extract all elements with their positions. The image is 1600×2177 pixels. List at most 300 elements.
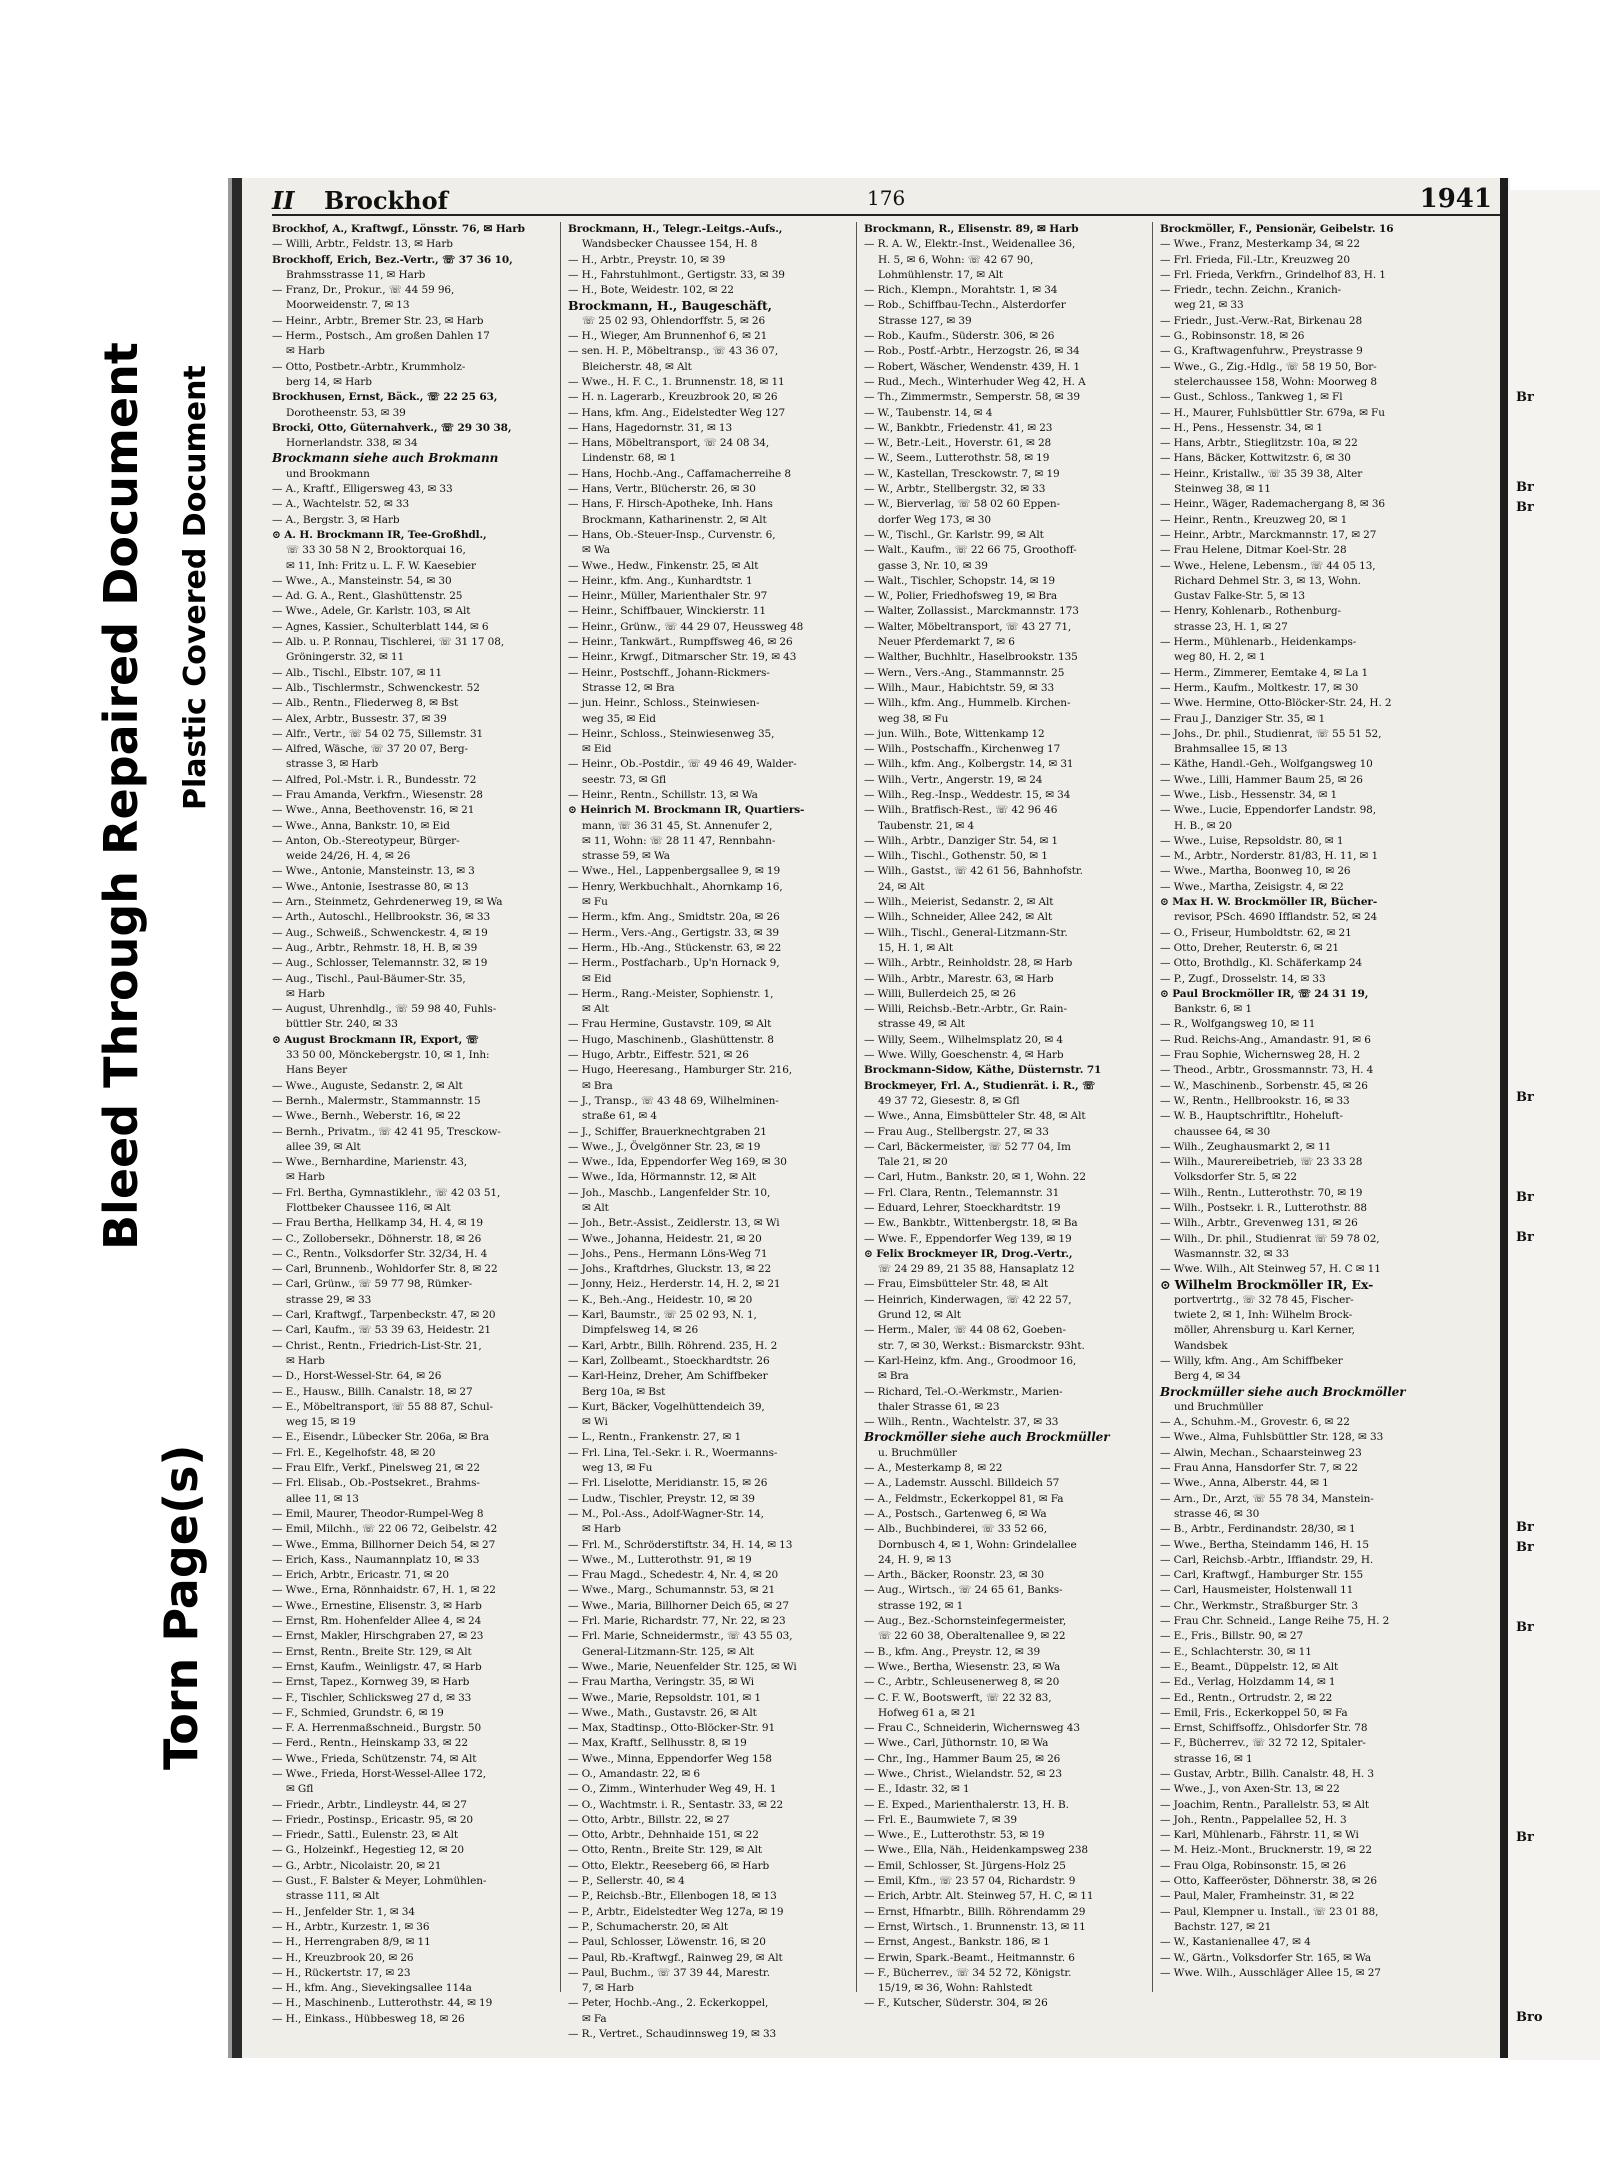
- directory-entry: Brockmöller, F., Pensionär, Geibelstr. 16: [1160, 223, 1394, 235]
- column-divider: [1152, 222, 1153, 1992]
- directory-entry: Brockmann-Sidow, Käthe, Düsternstr. 71: [864, 1064, 1102, 1077]
- directory-entry: strasse 59, ✉ Wa: [582, 850, 670, 863]
- directory-entry: — Frau Helene, Ditmar Koel-Str. 28: [1160, 544, 1347, 557]
- directory-entry: — Wwe., Anna, Bankstr. 10, ✉ Eid: [272, 819, 450, 832]
- directory-entry: H. B., ✉ 20: [1174, 819, 1232, 832]
- directory-entry: — W., Kastanienallee 47, ✉ 4: [1160, 1936, 1311, 1949]
- directory-entry: — Emil, Kfm., ☏ 23 57 04, Richardstr. 9: [864, 1875, 1076, 1888]
- directory-entry: strasse 46, ✉ 30: [1174, 1507, 1260, 1520]
- plastic-covered-label: Plastic Covered Document: [178, 365, 213, 810]
- adjacent-page-fragment: Br: [1516, 480, 1534, 495]
- directory-entry: — Max, Kraftf., Sellhusstr. 8, ✉ 19: [568, 1737, 747, 1750]
- directory-entry: — F., Tischler, Schlicksweg 27 d, ✉ 33: [272, 1691, 472, 1704]
- directory-entry: — Aug., Schlosser, Telemannstr. 32, ✉ 19: [272, 957, 488, 970]
- directory-entry: weg 15, ✉ 19: [286, 1416, 356, 1429]
- directory-entry: strasse 3, ✉ Harb: [286, 758, 379, 771]
- directory-entry: — Hans, Möbeltransport, ☏ 24 08 34,: [568, 437, 770, 450]
- directory-entry: — jun. Wilh., Bote, Wittenkamp 12: [864, 727, 1045, 740]
- directory-entry: ☏ 22 60 38, Oberaltenallee 9, ✉ 22: [878, 1630, 1066, 1643]
- directory-entry: Moorweidenstr. 7, ✉ 13: [286, 299, 410, 312]
- directory-entry: — Carl, Hutm., Bankstr. 20, ✉ 1, Wohn. 22: [864, 1171, 1086, 1184]
- directory-entry: — Carl, Brunnenb., Wohldorfer Str. 8, ✉ 22: [272, 1263, 498, 1276]
- directory-entry: — Willy, kfm. Ang., Am Schiffbeker: [1160, 1354, 1343, 1367]
- directory-entry: — Gust., F. Balster & Meyer, Lohmühlen-: [272, 1875, 487, 1888]
- directory-entry: — P., Sellerstr. 40, ✉ 4: [568, 1875, 685, 1888]
- directory-entry: — Wwe. Willy, Goeschenstr. 4, ✉ Harb: [864, 1049, 1064, 1062]
- directory-entry: — Agnes, Kassier., Schulterblatt 144, ✉ 6: [272, 620, 489, 633]
- page-header: [272, 184, 1502, 216]
- directory-entry: — Wilh., Rentn., Lutterothstr. 70, ✉ 19: [1160, 1186, 1363, 1199]
- directory-entry: — Paul, Rb.-Kraftwgf., Rainweg 29, ✉ Alt: [568, 1951, 783, 1964]
- directory-entry: — Frau C., Schneiderin, Wichernsweg 43: [864, 1722, 1080, 1735]
- directory-entry: — Hans, Ob.-Steuer-Insp., Curvenstr. 6,: [568, 528, 776, 541]
- directory-entry: — Heinr., Schloss., Steinwiesenweg 35,: [568, 727, 775, 740]
- directory-entry: — Wwe., Marie, Repsoldstr. 101, ✉ 1: [568, 1691, 761, 1704]
- directory-entry: — Kurt, Bäcker, Vogelhüttendeich 39,: [568, 1400, 765, 1413]
- directory-entry: — Wwe., A., Mansteinstr. 54, ✉ 30: [272, 574, 452, 587]
- directory-entry: — Joachim, Rentn., Parallelstr. 53, ✉ Alt: [1160, 1798, 1369, 1811]
- directory-entry: berg 14, ✉ Harb: [286, 375, 372, 388]
- directory-entry: — Wwe., Adele, Gr. Karlstr. 103, ✉ Alt: [272, 605, 471, 618]
- directory-entry: — Christ., Rentn., Friedrich-List-Str. 21,: [272, 1339, 482, 1352]
- directory-entry: — E., Hausw., Billh. Canalstr. 18, ✉ 27: [272, 1385, 473, 1398]
- directory-entry: — Ernst, Wirtsch., 1. Brunnenstr. 13, ✉ 11: [864, 1920, 1086, 1933]
- directory-entry: — W., Bierverlag, ☏ 58 02 60 Eppen-: [864, 498, 1060, 511]
- directory-entry: — A., Kraftf., Elligersweg 43, ✉ 33: [272, 483, 453, 496]
- directory-entry: ✉ Harb: [286, 1354, 325, 1367]
- directory-entry: Brockmann, H., Telegr.-Leitgs.-Aufs.,: [568, 223, 783, 235]
- directory-entry: — W., Rentn., Hellbrookstr. 16, ✉ 33: [1160, 1094, 1350, 1107]
- directory-entry: — M. Heiz.-Mont., Brucknerstr. 19, ✉ 22: [1160, 1844, 1372, 1857]
- directory-entry: — Bernh., Malermstr., Stammannstr. 15: [272, 1094, 481, 1107]
- directory-entry: — Karl, Zollbeamt., Stoeckhardtstr. 26: [568, 1354, 770, 1367]
- directory-entry: — F., Bücherrev., ☏ 34 52 72, Königstr.: [864, 1966, 1072, 1979]
- directory-entry: — sen. H. P., Möbeltransp., ☏ 43 36 07,: [568, 345, 779, 358]
- directory-entry: — Erich, Arbtr. Alt. Steinweg 57, H. C, ✉ 11: [864, 1890, 1094, 1903]
- directory-entry: — Frau Martha, Veringstr. 35, ✉ Wi: [568, 1676, 755, 1689]
- directory-entry: — Gust., Schloss., Tankweg 1, ✉ Fl: [1160, 391, 1343, 404]
- directory-entry: ✉ Wi: [582, 1416, 608, 1429]
- directory-entry: Brockhusen, Ernst, Bäck., ☏ 22 25 63,: [272, 391, 498, 404]
- directory-entry: — Willi, Bullerdeich 25, ✉ 26: [864, 987, 1016, 1000]
- directory-entry: — Joh., Maschb., Langenfelder Str. 10,: [568, 1186, 771, 1199]
- directory-entry: — Wwe., Franz, Mesterkamp 34, ✉ 22: [1160, 238, 1360, 251]
- directory-entry: 33 50 00, Mönckebergstr. 10, ✉ 1, Inh:: [286, 1049, 490, 1062]
- directory-entry: weide 24/26, H. 4, ✉ 26: [286, 850, 411, 863]
- directory-entry: — E., Idastr. 32, ✉ 1: [864, 1783, 970, 1796]
- directory-entry: — W., Bankbtr., Friedenstr. 41, ✉ 23: [864, 421, 1053, 434]
- directory-entry: — Paul, Klempner u. Install., ☏ 23 01 88,: [1160, 1905, 1379, 1918]
- directory-entry: Brockmüller siehe auch Brockmöller: [1160, 1384, 1406, 1399]
- directory-entry: ✉ Harb: [286, 345, 325, 358]
- directory-entry: ✉ 11, Wohn: ☏ 28 11 47, Rennbahn-: [582, 834, 776, 847]
- directory-entry: ✉ Wa: [582, 544, 610, 557]
- directory-entry: — W., Kastellan, Tresckowstr. 7, ✉ 19: [864, 467, 1060, 480]
- directory-entry: weg 35, ✉ Eid: [582, 712, 656, 725]
- directory-entry: — Otto, Kaffeeröster, Döhnerstr. 38, ✉ 26: [1160, 1875, 1377, 1888]
- directory-entry: Tale 21, ✉ 20: [878, 1156, 948, 1169]
- directory-entry: — H., Bote, Weidestr. 102, ✉ 22: [568, 284, 734, 297]
- directory-entry: — Wilh., Meierist, Sedanstr. 2, ✉ Alt: [864, 896, 1054, 909]
- directory-entry: — Joh., Betr.-Assist., Zeidlerstr. 13, ✉ Wi: [568, 1217, 780, 1230]
- directory-entry: chaussee 64, ✉ 30: [1174, 1125, 1271, 1138]
- directory-entry: — Emil, Fris., Eckerkoppel 50, ✉ Fa: [1160, 1706, 1348, 1719]
- directory-entry: — Henry, Werkbuchhalt., Ahornkamp 16,: [568, 880, 783, 893]
- directory-entry: — H., Kreuzbrook 20, ✉ 26: [272, 1951, 414, 1964]
- directory-entry: ✉ Fa: [582, 2012, 607, 2025]
- directory-entry: — Heinr., Grünw., ☏ 44 29 07, Heussweg 48: [568, 620, 804, 633]
- directory-entry: — Wern., Vers.-Ang., Stammannstr. 25: [864, 666, 1065, 679]
- directory-entry: Brahmsallee 15, ✉ 13: [1174, 743, 1288, 756]
- directory-entry: — Willi, Arbtr., Feldstr. 13, ✉ Harb: [272, 238, 453, 251]
- directory-entry: weg 38, ✉ Fu: [878, 712, 949, 725]
- directory-entry: — Hans, Bäcker, Kottwitzstr. 6, ✉ 30: [1160, 452, 1351, 465]
- directory-entry: — G., Holzeinkf., Hegestieg 12, ✉ 20: [272, 1844, 464, 1857]
- directory-entry: — Rob., Kaufm., Süderstr. 306, ✉ 26: [864, 330, 1055, 343]
- directory-entry: — Gustav, Arbtr., Billh. Canalstr. 48, H. 3: [1160, 1767, 1374, 1780]
- directory-entry: Hornerlandstr. 338, ✉ 34: [286, 437, 418, 450]
- directory-entry: — Hans, F. Hirsch-Apotheke, Inh. Hans: [568, 498, 773, 511]
- header-running-word: Brockhof: [324, 186, 448, 215]
- directory-entry: — P., Schumacherstr. 20, ✉ Alt: [568, 1920, 728, 1933]
- directory-entry: — Ernst, Hfnarbtr., Billh. Röhrendamm 29: [864, 1905, 1086, 1918]
- directory-entry: Wasmannstr. 32, ✉ 33: [1174, 1247, 1289, 1260]
- directory-entry: — W., Betr.-Leit., Hoverstr. 61, ✉ 28: [864, 437, 1052, 450]
- directory-entry: — Alb., Tischlermstr., Schwenckestr. 52: [272, 681, 480, 694]
- directory-entry: ⊙ August Brockmann IR, Export, ☏: [272, 1033, 479, 1046]
- directory-entry: — Walter, Möbeltransport, ☏ 43 27 71,: [864, 620, 1072, 633]
- directory-entry: ⊙ Heinrich M. Brockmann IR, Quartiers-: [568, 804, 805, 817]
- directory-entry: — C., Zollobersekr., Döhnerstr. 18, ✉ 26: [272, 1232, 482, 1245]
- directory-entry: — K., Beh.-Ang., Heidestr. 10, ✉ 20: [568, 1293, 753, 1306]
- directory-entry: — Wwe., M., Lutterothstr. 91, ✉ 19: [568, 1553, 752, 1566]
- directory-entry: — Arn., Dr., Arzt, ☏ 55 78 34, Manstein-: [1160, 1492, 1374, 1505]
- directory-entry: ✉ 11, Inh: Fritz u. L. F. W. Kaesebier: [286, 559, 476, 572]
- directory-entry: — H., Pens., Hessenstr. 34, ✉ 1: [1160, 421, 1324, 434]
- directory-entry: Strasse 12, ✉ Bra: [582, 681, 675, 694]
- directory-entry: — Alfr., Vertr., ☏ 54 02 75, Sillemstr. 31: [272, 727, 484, 740]
- directory-entry: — Otto, Brothdlg., Kl. Schäferkamp 24: [1160, 957, 1363, 970]
- directory-entry: — Jonny, Heiz., Herderstr. 14, H. 2, ✉ 21: [568, 1278, 781, 1291]
- directory-entry: Lindenstr. 68, ✉ 1: [582, 452, 676, 465]
- directory-entry: Berg 10a, ✉ Bst: [582, 1385, 666, 1398]
- directory-entry: — O., Zimm., Winterhuder Weg 49, H. 1: [568, 1783, 777, 1796]
- directory-entry: — D., Horst-Wessel-Str. 64, ✉ 26: [272, 1370, 442, 1383]
- directory-entry: — Wilh., Postsekr. i. R., Lutterothstr. 88: [1160, 1202, 1367, 1214]
- directory-entry: möller, Ahrensburg u. Karl Kerner,: [1174, 1324, 1355, 1337]
- directory-entry: ⊙ Wilhelm Brockmöller IR, Ex-: [1160, 1277, 1374, 1293]
- directory-entry: — O., Amandastr. 22, ✉ 6: [568, 1767, 700, 1780]
- directory-entry: — Wwe., G., Zig.-Hdlg., ☏ 58 19 50, Bor-: [1160, 360, 1377, 373]
- directory-entry: — H., Wieger, Am Brunnenhof 6, ✉ 21: [568, 330, 768, 343]
- directory-entry: ☏ 24 29 89, 21 35 88, Hansaplatz 12: [878, 1263, 1075, 1276]
- directory-entry: — Alb., Rentn., Fliederweg 8, ✉ Bst: [272, 697, 459, 710]
- directory-entry: — Wwe., Helene, Lebensm., ☏ 44 05 13,: [1160, 559, 1376, 572]
- directory-entry: 15/19, ✉ 36, Wohn: Rahlstedt: [878, 1982, 1033, 1995]
- adjacent-page-fragment: Br: [1516, 1540, 1534, 1555]
- directory-entry: Brockmeyer, Frl. A., Studienrät. i. R., ☏: [864, 1079, 1096, 1092]
- directory-entry: — Wilh., Postschaffn., Kirchenweg 17: [864, 743, 1061, 756]
- directory-entry: — Ad. G. A., Rent., Glashüttenstr. 25: [272, 590, 463, 603]
- directory-entry: — Herm., Kaufm., Moltkestr. 17, ✉ 30: [1160, 681, 1359, 694]
- directory-entry: — Wwe., Bernhardine, Marienstr. 43,: [272, 1156, 468, 1169]
- directory-entry: — Eduard, Lehrer, Stoeckhardtstr. 19: [864, 1202, 1061, 1214]
- directory-entry: — Alfred, Wäsche, ☏ 37 20 07, Berg-: [272, 743, 468, 756]
- directory-entry: — Hugo, Heeresang., Hamburger Str. 216,: [568, 1064, 793, 1077]
- directory-entry: — Rich., Klempn., Morahtstr. 1, ✉ 34: [864, 284, 1058, 297]
- adjacent-page-fragment: Br: [1516, 1830, 1534, 1845]
- directory-entry: — H., Herrengraben 8/9, ✉ 11: [272, 1936, 431, 1949]
- directory-entry: Brockmann siehe auch Brokmann: [272, 451, 499, 466]
- directory-entry: ✉ Harb: [286, 987, 325, 1000]
- directory-entry: — J., Schiffer, Brauerknechtgraben 21: [568, 1125, 767, 1138]
- directory-entry: — Karl, Mühlenarb., Fährstr. 11, ✉ Wi: [1160, 1829, 1359, 1842]
- directory-entry: — Heinr., Arbtr., Bremer Str. 23, ✉ Harb: [272, 314, 484, 327]
- directory-entry: — Hans, Vertr., Blücherstr. 26, ✉ 30: [568, 483, 756, 496]
- directory-entry: ✉ Bra: [878, 1370, 909, 1383]
- directory-entry: straße 61, ✉ 4: [582, 1110, 657, 1123]
- directory-entry: — P., Arbtr., Eidelstedter Weg 127a, ✉ 19: [568, 1905, 784, 1918]
- directory-entry: — Wwe., Martha, Boonweg 10, ✉ 26: [1160, 865, 1351, 878]
- directory-entry: — M., Pol.-Ass., Adolf-Wagner-Str. 14,: [568, 1507, 764, 1520]
- directory-entry: — Wwe., J., Övelgönner Str. 23, ✉ 19: [568, 1140, 761, 1153]
- directory-entry: — Wilh., kfm. Ang., Kolbergstr. 14, ✉ 31: [864, 758, 1074, 771]
- directory-entry: dorfer Weg 173, ✉ 30: [878, 513, 991, 526]
- directory-entry: — Frau Olga, Robinsonstr. 15, ✉ 26: [1160, 1859, 1346, 1872]
- directory-entry: — Alwin, Mechan., Schaarsteinweg 23: [1160, 1446, 1362, 1459]
- directory-entry: — R. A. W., Elektr.-Inst., Weidenallee 36,: [864, 238, 1076, 251]
- directory-entry: ✉ Gfl: [286, 1783, 314, 1796]
- torn-pages-label: Torn Page(s): [154, 1444, 208, 1770]
- directory-entry: — Wwe., Lilli, Hammer Baum 25, ✉ 26: [1160, 773, 1363, 786]
- directory-entry: — Otto, Elektr., Reeseberg 66, ✉ Harb: [568, 1859, 770, 1872]
- directory-entry: — Hans, kfm. Ang., Eidelstedter Weg 127: [568, 406, 786, 419]
- directory-entry: — Heinr., Wäger, Rademachergang 8, ✉ 36: [1160, 498, 1386, 511]
- directory-entry: — H., Fahrstuhlmont., Gertigstr. 33, ✉ 39: [568, 268, 785, 281]
- directory-entry: 49 37 72, Giesestr. 8, ✉ Gfl: [878, 1094, 1020, 1107]
- directory-entry: Brockmann, R., Elisenstr. 89, ✉ Harb: [864, 223, 1079, 235]
- directory-entry: thaler Strasse 61, ✉ 23: [878, 1400, 1000, 1413]
- directory-entry: — Alb., Tischl., Elbstr. 107, ✉ 11: [272, 666, 442, 679]
- directory-entry: — Ernst, Rm. Hohenfelder Allee 4, ✉ 24: [272, 1615, 482, 1628]
- directory-entry: — Theod., Arbtr., Grossmannstr. 73, H. 4: [1160, 1064, 1374, 1077]
- directory-entry: — Alex, Arbtr., Bussestr. 37, ✉ 39: [272, 712, 447, 725]
- directory-entry: — W., Polier, Friedhofsweg 19, ✉ Bra: [864, 590, 1058, 603]
- directory-entry: weg 21, ✉ 33: [1174, 299, 1244, 312]
- directory-entry: — Heinr., Postschff., Johann-Rickmers-: [568, 666, 770, 679]
- directory-entry: — Wwe., Carl, Jüthornstr. 10, ✉ Wa: [864, 1737, 1049, 1750]
- directory-entry: — Karl, Baumstr., ☏ 25 02 93, N. 1,: [568, 1309, 757, 1322]
- directory-entry: — Herm., Mühlenarb., Heidenkamps-: [1160, 636, 1357, 649]
- directory-entry: — Wwe. Wilh., Alt Steinweg 57, H. C ✉ 11: [1160, 1263, 1381, 1276]
- directory-entry: ✉ Fu: [582, 896, 608, 909]
- directory-entry: Gröningerstr. 32, ✉ 11: [286, 651, 405, 664]
- directory-entry: — B., Arbtr., Ferdinandstr. 28/30, ✉ 1: [1160, 1523, 1356, 1536]
- directory-entry: — Herm., Postsch., Am großen Dahlen 17: [272, 330, 490, 343]
- directory-entry: — Wwe., Ernestine, Elisenstr. 3, ✉ Harb: [272, 1599, 482, 1612]
- directory-page: [232, 178, 1510, 2058]
- directory-entry: — C., Arbtr., Schleusenerweg 8, ✉ 20: [864, 1676, 1060, 1689]
- directory-entry: Brockmöller siehe auch Brockmüller: [864, 1430, 1110, 1445]
- directory-entry: — Paul, Schlosser, Löwenstr. 16, ✉ 20: [568, 1936, 766, 1949]
- directory-entry: — Wilh., Maur., Habichtstr. 59, ✉ 33: [864, 681, 1055, 694]
- directory-entry: — G., Arbtr., Nicolaistr. 20, ✉ 21: [272, 1859, 442, 1872]
- directory-entry: — A., Bergstr. 3, ✉ Harb: [272, 513, 400, 526]
- directory-entry: — Wilh., Dr. phil., Studienrat ☏ 59 78 02,: [1160, 1232, 1380, 1245]
- directory-entry: — H., Rückertstr. 17, ✉ 23: [272, 1966, 411, 1979]
- directory-entry: — Rud. Reichs-Ang., Amandastr. 91, ✉ 6: [1160, 1033, 1371, 1046]
- directory-entry: Steinweg 38, ✉ 11: [1174, 483, 1271, 496]
- directory-entry: ⊙ Felix Brockmeyer IR, Drog.-Vertr.,: [864, 1247, 1073, 1260]
- directory-entry: — O., Friseur, Humboldtstr. 62, ✉ 21: [1160, 926, 1352, 939]
- directory-entry: — Wwe., Johanna, Heidestr. 21, ✉ 20: [568, 1232, 762, 1245]
- directory-entry: und Bruchmüller: [1174, 1400, 1263, 1413]
- directory-entry: — Wwe., Marg., Schumannstr. 53, ✉ 21: [568, 1584, 776, 1597]
- directory-entry: — Frau Amanda, Verkfrn., Wiesenstr. 28: [272, 788, 483, 801]
- directory-entry: — E., Schlachterstr. 30, ✉ 11: [1160, 1645, 1312, 1658]
- directory-entry: — W., Seem., Lutterothstr. 58, ✉ 19: [864, 452, 1050, 465]
- directory-entry: — Wwe., Ida, Eppendorfer Weg 169, ✉ 30: [568, 1156, 787, 1169]
- directory-entry: — Frl. Lina, Tel.-Sekr. i. R., Woermanns-: [568, 1446, 778, 1459]
- adjacent-page-fragment: Br: [1516, 1620, 1534, 1635]
- directory-entry: — Frau Anna, Hansdorfer Str. 7, ✉ 22: [1160, 1462, 1358, 1475]
- directory-entry: — Walter, Zollassist., Marckmannstr. 173: [864, 605, 1079, 618]
- directory-entry: — Wwe., Marie, Neuenfelder Str. 125, ✉ Wi: [568, 1660, 797, 1673]
- directory-entry: — J., Transp., ☏ 43 48 69, Wilhelminen-: [568, 1094, 779, 1107]
- directory-entry: ⊙ Paul Brockmöller IR, ☏ 24 31 19,: [1160, 987, 1369, 1000]
- directory-entry: Hans Beyer: [286, 1064, 348, 1077]
- directory-column-4: [1160, 222, 1442, 1992]
- directory-entry: ⊙ Max H. W. Brockmöller IR, Bücher-: [1160, 896, 1378, 909]
- directory-entry: — Henry, Kohlenarb., Rothenburg-: [1160, 605, 1341, 618]
- directory-entry: — Willy, Seem., Wilhelmsplatz 20, ✉ 4: [864, 1033, 1063, 1046]
- directory-entry: — Carl, Bäckermeister, ☏ 52 77 04, Im: [864, 1140, 1071, 1153]
- directory-entry: — Friedr., Postinsp., Ericastr. 95, ✉ 20: [272, 1813, 473, 1826]
- directory-entry: — Wwe., Anna, Eimsbütteler Str. 48, ✉ Alt: [864, 1110, 1086, 1123]
- directory-entry: — Friedr., Just.-Verw.-Rat, Birkenau 28: [1160, 314, 1363, 327]
- directory-entry: gasse 3, Nr. 10, ✉ 39: [878, 559, 988, 572]
- column-divider: [560, 222, 561, 1992]
- directory-entry: twiete 2, ✉ 1, Inh: Wilhelm Brock-: [1174, 1309, 1353, 1322]
- directory-entry: — Wwe., Antonie, Isestrasse 80, ✉ 13: [272, 880, 469, 893]
- directory-entry: — Frau Aug., Stellbergstr. 27, ✉ 33: [864, 1125, 1049, 1138]
- directory-entry: — Wwe., Frieda, Schützenstr. 74, ✉ Alt: [272, 1752, 477, 1765]
- directory-entry: — Wwe. Hermine, Otto-Blöcker-Str. 24, H. 2: [1160, 697, 1392, 710]
- directory-entry: — Frau, Eimsbütteler Str. 48, ✉ Alt: [864, 1278, 1049, 1291]
- directory-entry: — Bernh., Privatm., ☏ 42 41 95, Tresckow-: [272, 1125, 501, 1138]
- directory-entry: — Wwe., Auguste, Sedanstr. 2, ✉ Alt: [272, 1079, 463, 1092]
- directory-entry: — Wilh., Vertr., Angerstr. 19, ✉ 24: [864, 773, 1043, 786]
- directory-entry: ✉ Alt: [582, 1003, 609, 1016]
- directory-entry: — Arn., Steinmetz, Gehrdenerweg 19, ✉ Wa: [272, 896, 503, 909]
- directory-entry: Gustav Falke-Str. 5, ✉ 13: [1174, 590, 1305, 603]
- directory-entry: Lohmühlenstr. 17, ✉ Alt: [878, 268, 1004, 281]
- directory-entry: — Otto, Arbtr., Dehnhaide 151, ✉ 22: [568, 1829, 759, 1842]
- directory-entry: — Paul, Maler, Framheinstr. 31, ✉ 22: [1160, 1890, 1355, 1903]
- directory-entry: — Wilh., Schneider, Allee 242, ✉ Alt: [864, 911, 1053, 924]
- directory-entry: Flottbeker Chaussee 116, ✉ Alt: [286, 1202, 451, 1214]
- directory-entry: — Wwe., H. F. C., 1. Brunnenstr. 18, ✉ 11: [568, 375, 785, 388]
- directory-entry: — Wilh., Bratfisch-Rest., ☏ 42 96 46: [864, 804, 1058, 817]
- directory-entry: — Wwe., E., Lutterothstr. 53, ✉ 19: [864, 1829, 1045, 1842]
- directory-entry: — Heinr., Müller, Marienthaler Str. 97: [568, 590, 768, 603]
- header-section-letters: II: [272, 186, 295, 215]
- header-year: 1941: [1419, 184, 1492, 214]
- directory-entry: — Carl, Reichsb.-Arbtr., Iffiandstr. 29, H.: [1160, 1553, 1374, 1566]
- directory-entry: strasse 49, ✉ Alt: [878, 1018, 965, 1031]
- directory-entry: — Wilh., Reg.-Insp., Weddestr. 15, ✉ 34: [864, 788, 1071, 801]
- directory-entry: — W. B., Hauptschriftltr., Hoheluft-: [1160, 1110, 1343, 1123]
- directory-entry: — Peter, Hochb.-Ang., 2. Eckerkoppel,: [568, 1997, 769, 2010]
- directory-entry: — Carl, Grünw., ☏ 59 77 98, Rümker-: [272, 1278, 473, 1291]
- side-labels: [60, 300, 220, 1860]
- directory-entry: — Wwe. F., Eppendorfer Weg 139, ✉ 19: [864, 1232, 1072, 1245]
- directory-entry: — Herm., Maler, ☏ 44 08 62, Goeben-: [864, 1324, 1066, 1337]
- directory-entry: ✉ Harb: [286, 1171, 325, 1184]
- directory-entry: — Heinr., Rentn., Schillstr. 13, ✉ Wa: [568, 788, 758, 801]
- directory-entry: — Ed., Verlag, Holzdamm 14, ✉ 1: [1160, 1676, 1336, 1689]
- directory-entry: — F. A. Herrenmaßschneid., Burgstr. 50: [272, 1722, 482, 1735]
- directory-entry: — Walt., Kaufm., ☏ 22 66 75, Groothoff-: [864, 544, 1077, 557]
- directory-entry: — Max, Stadtinsp., Otto-Blöcker-Str. 91: [568, 1722, 776, 1735]
- directory-entry: — Chr., Ing., Hammer Baum 25, ✉ 26: [864, 1752, 1061, 1765]
- directory-entry: — Ernst, Angest., Bankstr. 186, ✉ 1: [864, 1936, 1050, 1949]
- directory-entry: — Wwe., Alma, Fuhlsbüttler Str. 128, ✉ 33: [1160, 1431, 1384, 1444]
- directory-entry: ☏ 33 30 58 N 2, Brooktorquai 16,: [286, 544, 466, 557]
- directory-entry: — Herm., Rang.-Meister, Sophienstr. 1,: [568, 987, 774, 1000]
- directory-entry: — H., Maschinenb., Lutterothstr. 44, ✉ 19: [272, 1997, 493, 2010]
- directory-entry: — Wwe., Math., Gustavstr. 26, ✉ Alt: [568, 1706, 757, 1719]
- directory-entry: — Emil, Maurer, Theodor-Rumpel-Weg 8: [272, 1507, 484, 1520]
- directory-entry: — E., Beamt., Düppelstr. 12, ✉ Alt: [1160, 1660, 1339, 1673]
- adjacent-page-fragment: Br: [1516, 1190, 1534, 1205]
- directory-entry: — Ew., Bankbtr., Wittenbergstr. 18, ✉ Ba: [864, 1217, 1078, 1230]
- adjacent-page-fragment: Br: [1516, 390, 1534, 405]
- directory-entry: — Otto, Rentn., Breite Str. 129, ✉ Alt: [568, 1844, 763, 1857]
- directory-entry: — Frl. Frieda, Fil.-Ltr., Kreuzweg 20: [1160, 253, 1350, 266]
- directory-entry: — Heinr., Tankwärt., Rumpffsweg 46, ✉ 26: [568, 636, 793, 649]
- directory-entry: ⊙ A. H. Brockmann IR, Tee-Großhdl.,: [272, 528, 487, 541]
- directory-entry: büttler Str. 240, ✉ 33: [286, 1018, 398, 1031]
- directory-entry: — Herm., Hb.-Ang., Stückenstr. 63, ✉ 22: [568, 941, 782, 954]
- directory-entry: — Erich, Kass., Naumannplatz 10, ✉ 33: [272, 1553, 480, 1566]
- directory-entry: General-Litzmann-Str. 125, ✉ Alt: [582, 1645, 754, 1658]
- directory-entry: str. 7, ✉ 30, Werkst.: Bismarckstr. 93ht.: [878, 1339, 1085, 1352]
- directory-entry: — Arth., Autoschl., Hellbrookstr. 36, ✉ 33: [272, 911, 491, 924]
- directory-entry: weg 13, ✉ Fu: [582, 1462, 653, 1475]
- directory-entry: — Rob., Schiffbau-Techn., Alsterdorfer: [864, 299, 1066, 312]
- directory-entry: — Käthe, Handl.-Geh., Wolfgangsweg 10: [1160, 758, 1373, 771]
- directory-entry: — Ernst, Tapez., Kornweg 39, ✉ Harb: [272, 1676, 470, 1689]
- directory-entry: — Robert, Wäscher, Wendenstr. 439, H. 1: [864, 360, 1080, 373]
- directory-entry: — E., Möbeltransport, ☏ 55 88 87, Schul-: [272, 1400, 493, 1413]
- adjacent-page-fragment: Br: [1516, 500, 1534, 515]
- directory-entry: ✉ Alt: [582, 1202, 609, 1214]
- directory-entry: — Wwe., Anna, Beethovenstr. 16, ✉ 21: [272, 804, 475, 817]
- directory-entry: u. Bruchmüller: [878, 1446, 957, 1459]
- directory-entry: — Frau Sophie, Wichernsweg 28, H. 2: [1160, 1049, 1361, 1062]
- directory-entry: — W., Taubenstr. 14, ✉ 4: [864, 406, 993, 419]
- directory-entry: — jun. Heinr., Schloss., Steinwiesen-: [568, 697, 760, 710]
- directory-entry: — Wwe., Erna, Rönnhaidstr. 67, H. 1, ✉ 22: [272, 1584, 496, 1597]
- directory-entry: — Frl. M., Schröderstiftstr. 34, H. 14, ✉ 13: [568, 1538, 793, 1551]
- directory-entry: — Ed., Rentn., Ortrudstr. 2, ✉ 22: [1160, 1691, 1333, 1704]
- directory-entry: — Carl, Kaufm., ☏ 53 39 63, Heidestr. 21: [272, 1324, 491, 1337]
- directory-column-2: [568, 222, 850, 2041]
- directory-entry: Bankstr. 6, ✉ 1: [1174, 1003, 1252, 1016]
- directory-entry: — Hans, Arbtr., Stieglitzstr. 10a, ✉ 22: [1160, 437, 1358, 450]
- directory-entry: — G., Kraftwagenfuhrw., Preystrasse 9: [1160, 345, 1363, 358]
